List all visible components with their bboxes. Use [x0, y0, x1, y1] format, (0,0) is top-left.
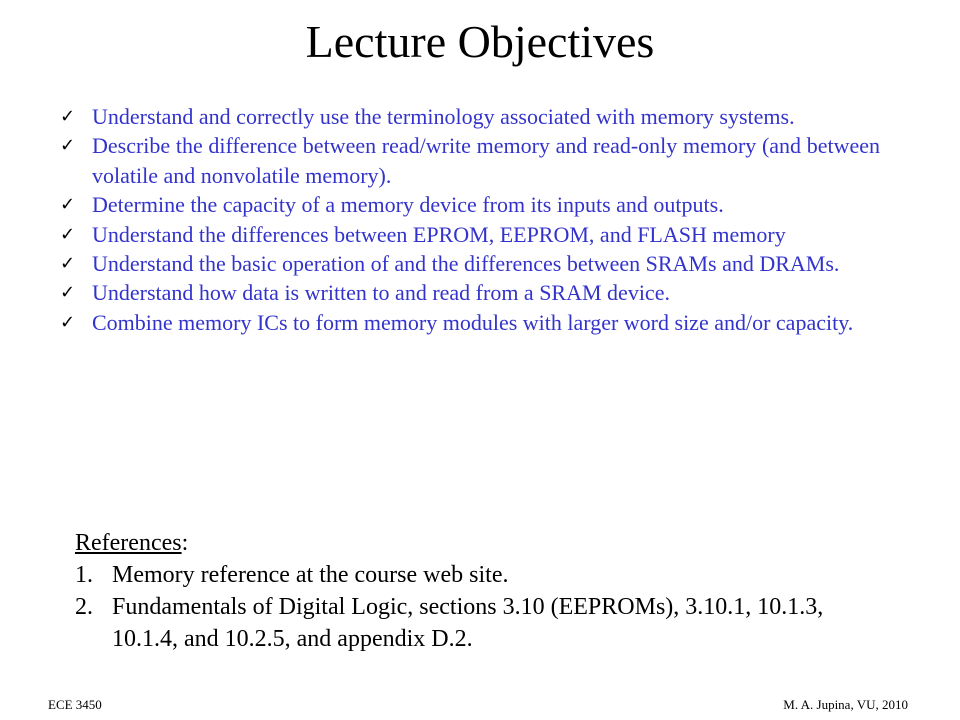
objective-item	[60, 220, 880, 249]
objectives-list	[60, 102, 880, 337]
references-section	[75, 527, 875, 655]
checkmark-icon: ✓	[60, 282, 76, 304]
objective-item	[60, 278, 880, 307]
reference-number: 1.	[75, 562, 93, 588]
references-list	[75, 559, 875, 655]
checkmark-icon: ✓	[60, 223, 76, 245]
footer-author: M. A. Jupina, VU, 2010	[783, 697, 908, 712]
objective-text: Understand and correctly use the terminology associated with memory systems.	[92, 104, 795, 129]
checkmark-icon: ✓	[60, 311, 76, 333]
reference-item	[75, 559, 875, 591]
footer-course: ECE 3450	[48, 697, 102, 712]
references-heading-colon: :	[181, 530, 189, 556]
checkmark-icon: ✓	[60, 135, 76, 157]
objective-text: Combine memory ICs to form memory modules with larger word size and/or capacity.	[92, 309, 854, 335]
objective-item	[60, 308, 880, 337]
reference-number: 2.	[75, 594, 93, 620]
objective-item	[60, 102, 880, 131]
objective-item	[60, 249, 880, 278]
reference-text: Fundamentals of Digital Logic, sections 3.10 (EEPROMs), 3.10.1, 10.1.3, 10.1.4, and 10.2.5, and appendix D.2.	[112, 594, 824, 652]
objective-item	[60, 190, 880, 219]
checkmark-icon: ✓	[60, 253, 76, 275]
checkmark-icon: ✓	[60, 194, 76, 216]
references-heading-label: References	[75, 530, 182, 556]
objective-text: Understand the basic operation of and the differences between SRAMs and DRAMs.	[92, 251, 840, 277]
objective-text: Understand how data is written to and read from a SRAM device.	[92, 280, 670, 306]
references-heading	[75, 527, 875, 559]
checkmark-icon: ✓	[60, 106, 76, 127]
slide-title: Lecture Objectives	[305, 16, 655, 67]
objective-item	[60, 131, 880, 190]
reference-item	[75, 591, 875, 655]
objective-text: Describe the difference between read/write memory and read-only memory (and between volatile and nonvolatile memory).	[92, 133, 880, 188]
objective-text: Determine the capacity of a memory device from its inputs and outputs.	[92, 192, 724, 218]
objective-text: Understand the differences between EPROM, EEPROM, and FLASH memory	[92, 221, 786, 247]
reference-text: Memory reference at the course web site.	[112, 562, 509, 588]
